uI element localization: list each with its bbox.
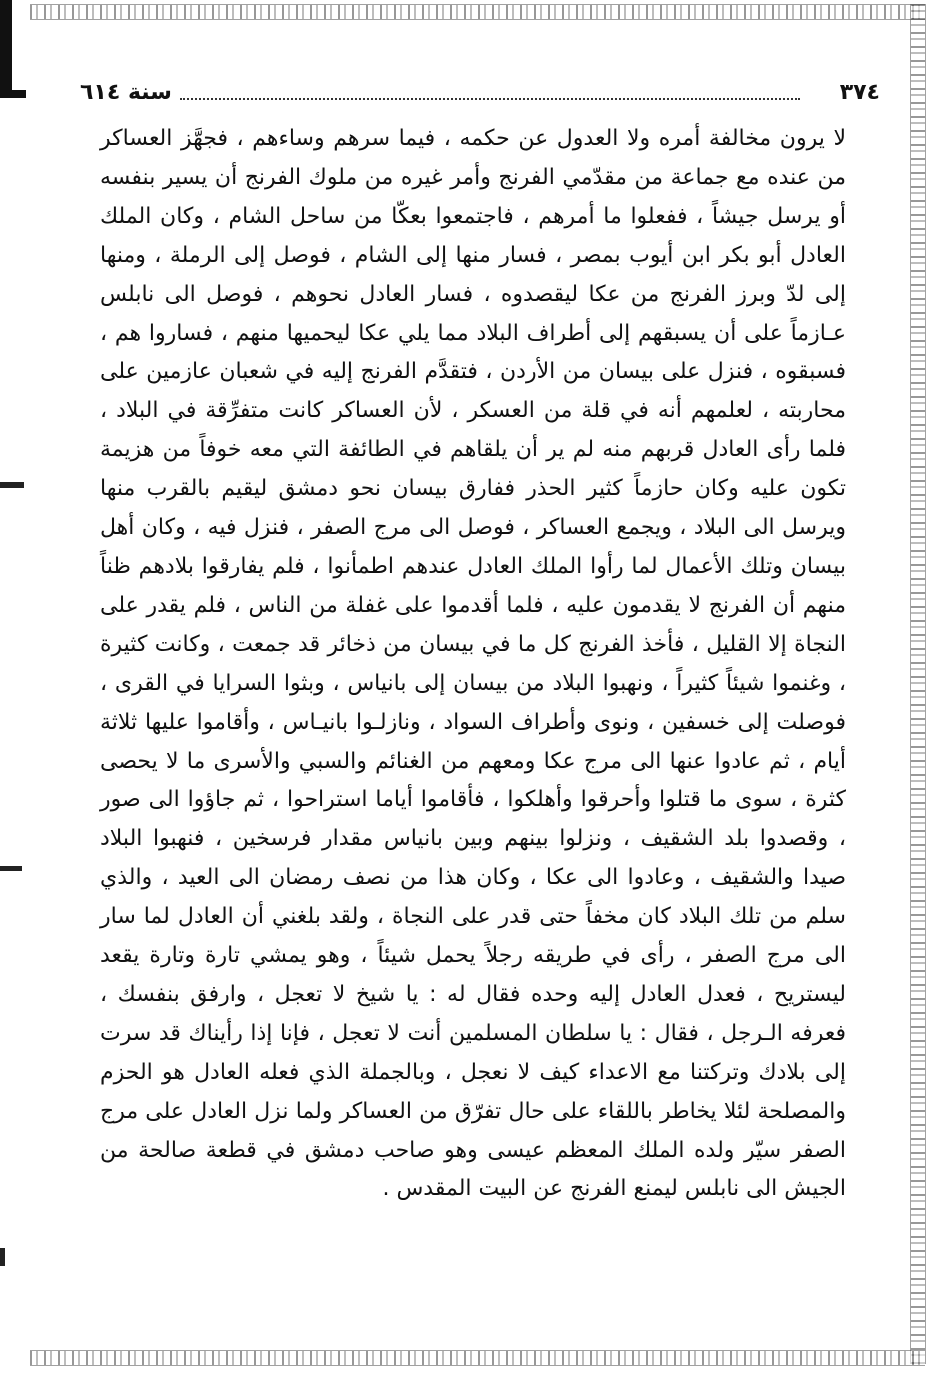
binding-edge-tab [0, 90, 26, 98]
body-paragraph: لا يرون مخالفة أمره ولا العدول عن حكمه ، فيما سرهم وساءهم ، فجهَّز العساكر من عنده مع جماعة من مقدّمي الفرنج وأمر غيره من ملوك الفرنج أن يسير بنفسه أو يرسل جيشاً ، ففعلوا ما أمرهم ، فاجتمعوا بعكّا من ساحل الشام ، وكان الملك العادل أبو بكر ابن أيوب بمصر ، فسار منها إلى الشام ، فوصل إلى الرملة ، ومنها إلى لدّ وبرز الفرنج من عكا ليقصدوه ، فسار العادل نحوهم ، فوصل الى نابلس عـازماً على أن يسبقهم إلى أطراف البلاد مما يلي عكا ليحميها منهم ، فساروا هم ، فسبقوه ، فنزل على بيسان من الأردن ، فتقدَّم الفرنج إليه في شعبان عازمين على محاربته ، لعلمهم أنه في قلة من العسكر ، لأن العساكر كانت متفرِّقة في البلاد ، فلما رأى العادل قربهم منه لم ير أن يلقاهم في الطائفة التي معه خوفاً من هزيمة تكون عليه وكان حازماً كثير الحذر ففارق بيسان نحو دمشق ليقيم بالقرب منها ويرسل الى البلاد ، ويجمع العساكر ، فوصل الى مرج الصفر ، فنزل فيه ، وكان أهل بيسان وتلك الأعمال لما رأوا الملك العادل عندهم اطمأنوا ، فلم يفارقوا بلادهم ظناً منهم أن الفرنج لا يقدمون عليه ، فلما أقدموا على غفلة من الناس ، فلم يقدر على النجاة إلا القليل ، فأخذ الفرنج كل ما في بيسان من ذخائر قد جمعت ، وكانت كثيرة ، وغنموا شيئاً كثيراً ، ونهبوا البلاد من بيسان إلى بانياس ، وبثوا السرايا في القرى ، فوصلت إلى خسفين ، ونوى وأطراف السواد ، ونازلـوا بانيـاس ، وأقاموا عليها ثلاثة أيام ، ثم عادوا عنها الى مرج عكا ومعهم من الغنائم والسبي والأسرى ما لا يحصى كثرة ، سوى ما قتلوا وأحرقوا وأهلكوا ، فأقاموا أياما استراحوا ، ثم جاؤوا الى صور ، وقصدوا بلد الشقيف ، ونزلوا بينهم وبين بانياس مقدار فرسخين ، فنهبوا البلاد صيدا والشقيف ، وعادوا الى عكا ، وكان هذا من نصف رمضان الى العيد ، والذي سلم من تلك البلاد كان مخفاً حتى قدر على النجاة ، ولقد بلغني أن العادل لما سار الى مرج الصفر ، رأى في طريقه رجلاً يحمل شيئاً ، وهو يمشي تارة وتارة يقعد ليستريح ، فعدل العادل إليه وحده فقال له : يا شيخ لا تعجل ، وارفق بنفسك ، فعرفه الـرجل ، فقال : يا سلطان المسلمين أنت لا تعجل ، فإنا إذا رأيناك قد سرت إلى بلادك وتركتنا مع الاعداء كيف لا نعجل ، وبالجملة الذي فعله العادل هو الحزم والمصلحة لئلا يخاطر باللقاء على حال تفرّق من العساكر ولما نزل العادل على مرج الصفر سيّر ولده الملك المعظم عيسى وهو صاحب دمشق في قطعة صالحة من الجيش الى نابلس ليمنع الفرنج عن البيت المقدس . [100, 126, 846, 1202]
binding-edge-mark [0, 0, 12, 96]
page-header [80, 78, 880, 112]
top-decorative-border [30, 4, 925, 20]
main-text-block [100, 120, 846, 1300]
bottom-decorative-border [30, 1350, 925, 1366]
header-dotted-rule [180, 98, 800, 100]
page-number: ٣٧٤ [839, 80, 880, 105]
running-title: سنة ٦١٤ [80, 80, 172, 105]
margin-scan-mark [0, 866, 22, 871]
right-decorative-border [910, 4, 926, 1364]
margin-scan-mark [0, 482, 24, 488]
margin-scan-mark [0, 1248, 5, 1266]
